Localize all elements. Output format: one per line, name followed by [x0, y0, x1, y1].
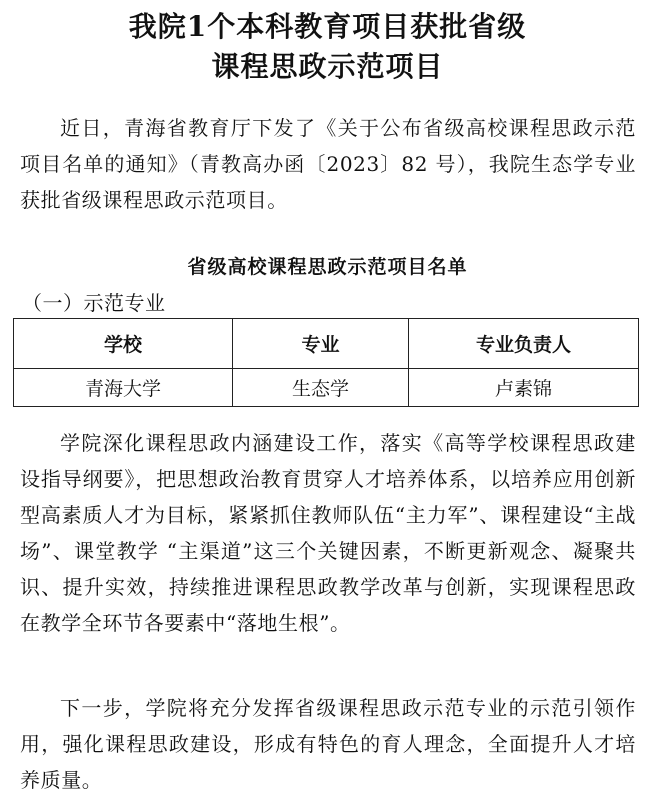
- next-step-paragraph: 下一步，学院将充分发挥省级课程思政示范专业的示范引领作用，强化课程思政建设，形成有特色的育人理念，全面提升人才培养质量。: [20, 696, 636, 792]
- intro-paragraph: 近日，青海省教育厅下发了《关于公布省级高校课程思政示范项目名单的通知》（青教高办函〔2023〕82 号），我院生态学专业获批省级课程思政示范项目。: [20, 116, 636, 212]
- project-table: [13, 318, 639, 407]
- header-major: 专业: [233, 319, 409, 369]
- section-label: （一）示范专业: [22, 291, 166, 315]
- page-title-line-1: 我院1个本科教育项目获批省级: [128, 10, 527, 43]
- table-header-row: [14, 319, 639, 369]
- header-leader: 专业负责人: [409, 319, 639, 369]
- page-title-line-2: 课程思政示范项目: [211, 50, 444, 83]
- header-school: 学校: [14, 319, 233, 369]
- cell-major: 生态学: [233, 369, 409, 407]
- cell-school: 青海大学: [14, 369, 233, 407]
- list-title: 省级高校课程思政示范项目名单: [187, 256, 468, 278]
- work-paragraph: 学院深化课程思政内涵建设工作，落实《高等学校课程思政建设指导纲要》，把思想政治教育贯穿人才培养体系，以培养应用创新型高素质人才为目标，紧紧抓住教师队伍“主力军”、课程建设“主战场”、课堂教学 “主渠道”这三个关键因素，不断更新观念、凝聚共识、提升实效，持续推进课程思政教学改革与创新，实现课程思政在教学全环节各要素中“落地生根”。: [20, 431, 636, 635]
- table-row: [14, 369, 639, 407]
- cell-leader: 卢素锦: [409, 369, 639, 407]
